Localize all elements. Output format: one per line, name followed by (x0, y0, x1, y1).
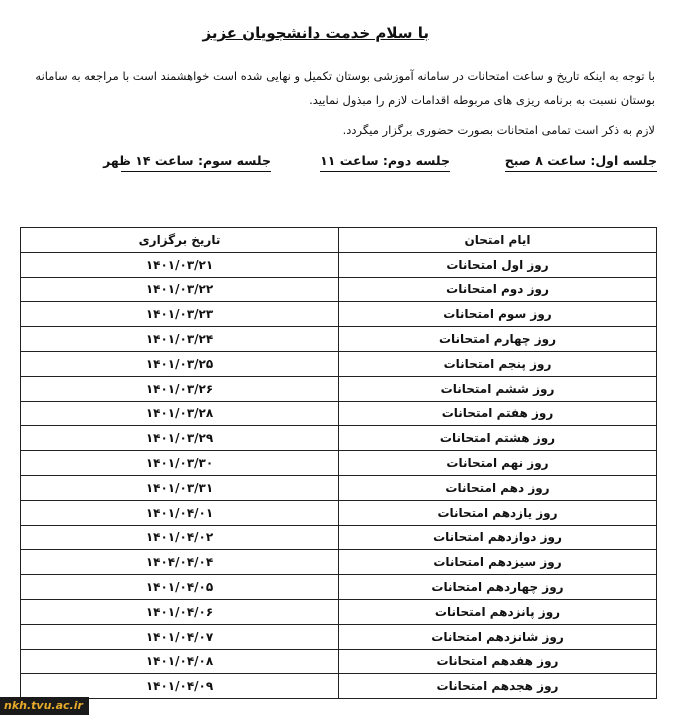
exam-date-cell: ۱۴۰۱/۰۳/۲۳ (21, 302, 339, 327)
exam-day-cell: روز پانزدهم امتحانات (339, 599, 657, 624)
table-row (21, 351, 657, 376)
table-row (21, 426, 657, 451)
table-row (21, 327, 657, 352)
exam-date-cell: ۱۴۰۱/۰۴/۰۲ (21, 525, 339, 550)
in-person-note: لازم به ذکر است تمامی امتحانات بصورت حضوری برگزار میگردد. (342, 123, 655, 137)
exam-date-cell: ۱۴۰۱/۰۳/۲۶ (21, 376, 339, 401)
exam-schedule-table (20, 227, 657, 699)
session-second: جلسه دوم: ساعت ۱۱ (320, 153, 450, 172)
exam-day-cell: روز هشتم امتحانات (339, 426, 657, 451)
exam-date-cell: ۱۴۰۱/۰۴/۰۶ (21, 599, 339, 624)
table-row (21, 649, 657, 674)
exam-date-cell: ۱۴۰۱/۰۳/۳۱ (21, 475, 339, 500)
exam-date-cell: ۱۴۰۱/۰۳/۲۹ (21, 426, 339, 451)
table-body (21, 252, 657, 698)
exam-day-cell: روز سوم امتحانات (339, 302, 657, 327)
table-row (21, 401, 657, 426)
exam-date-cell: ۱۴۰۱/۰۳/۲۴ (21, 327, 339, 352)
exam-day-cell: روز چهارم امتحانات (339, 327, 657, 352)
session-first: جلسه اول: ساعت ۸ صبح (505, 153, 657, 172)
exam-day-cell: روز سیزدهم امتحانات (339, 550, 657, 575)
table-header-row (21, 228, 657, 253)
exam-day-cell: روز دوم امتحانات (339, 277, 657, 302)
table-row (21, 674, 657, 699)
exam-day-cell: روز شانزدهم امتحانات (339, 624, 657, 649)
exam-day-cell: روز هفتم امتحانات (339, 401, 657, 426)
header-exam-date: تاریخ برگزاری (21, 228, 339, 253)
intro-paragraph: با توجه به اینکه تاریخ و ساعت امتحانات در سامانه آموزشی بوستان تکمیل و نهایی شده است خواهشمند است با مراجعه به سامانه بوستان نسبت به برنامه ریزی های مربوطه اقدامات لازم را مبذول نمایید. (35, 69, 655, 107)
exam-date-cell: ۱۴۰۱/۰۴/۰۹ (21, 674, 339, 699)
exam-day-cell: روز اول امتحانات (339, 252, 657, 277)
exam-date-cell: ۱۴۰۱/۰۴/۰۷ (21, 624, 339, 649)
exam-day-cell: روز پنجم امتحانات (339, 351, 657, 376)
table-row (21, 451, 657, 476)
table-row (21, 575, 657, 600)
exam-date-cell: ۱۴۰۱/۰۴/۰۱ (21, 500, 339, 525)
exam-day-cell: روز ششم امتحانات (339, 376, 657, 401)
exam-day-cell: روز نهم امتحانات (339, 451, 657, 476)
exam-date-cell: ۱۴۰۱/۰۳/۳۰ (21, 451, 339, 476)
table-row (21, 624, 657, 649)
exam-day-cell: روز یازدهم امتحانات (339, 500, 657, 525)
exam-day-cell: روز دوازدهم امتحانات (339, 525, 657, 550)
table-row (21, 500, 657, 525)
table-row (21, 252, 657, 277)
table-row (21, 302, 657, 327)
table-row (21, 277, 657, 302)
exam-date-cell: ۱۴۰۴/۰۴/۰۴ (21, 550, 339, 575)
exam-date-cell: ۱۴۰۱/۰۳/۲۱ (21, 252, 339, 277)
site-watermark: nkh.tvu.ac.ir (0, 697, 89, 715)
table-row (21, 550, 657, 575)
exam-date-cell: ۱۴۰۱/۰۳/۲۵ (21, 351, 339, 376)
exam-day-cell: روز دهم امتحانات (339, 475, 657, 500)
table-row (21, 599, 657, 624)
exam-date-cell: ۱۴۰۱/۰۳/۲۲ (21, 277, 339, 302)
table-row (21, 376, 657, 401)
exam-day-cell: روز هفدهم امتحانات (339, 649, 657, 674)
exam-date-cell: ۱۴۰۱/۰۳/۲۸ (21, 401, 339, 426)
exam-date-cell: ۱۴۰۱/۰۴/۰۵ (21, 575, 339, 600)
exam-day-cell: روز هجدهم امتحانات (339, 674, 657, 699)
page-title: با سلام خدمت دانشجویان عزیز (202, 24, 429, 42)
exam-date-cell: ۱۴۰۱/۰۴/۰۸ (21, 649, 339, 674)
header-exam-days: ایام امتحان (339, 228, 657, 253)
table-row (21, 525, 657, 550)
exam-day-cell: روز چهاردهم امتحانات (339, 575, 657, 600)
session-third: جلسه سوم: ساعت ۱۴ ظهر (121, 153, 271, 172)
table-row (21, 475, 657, 500)
